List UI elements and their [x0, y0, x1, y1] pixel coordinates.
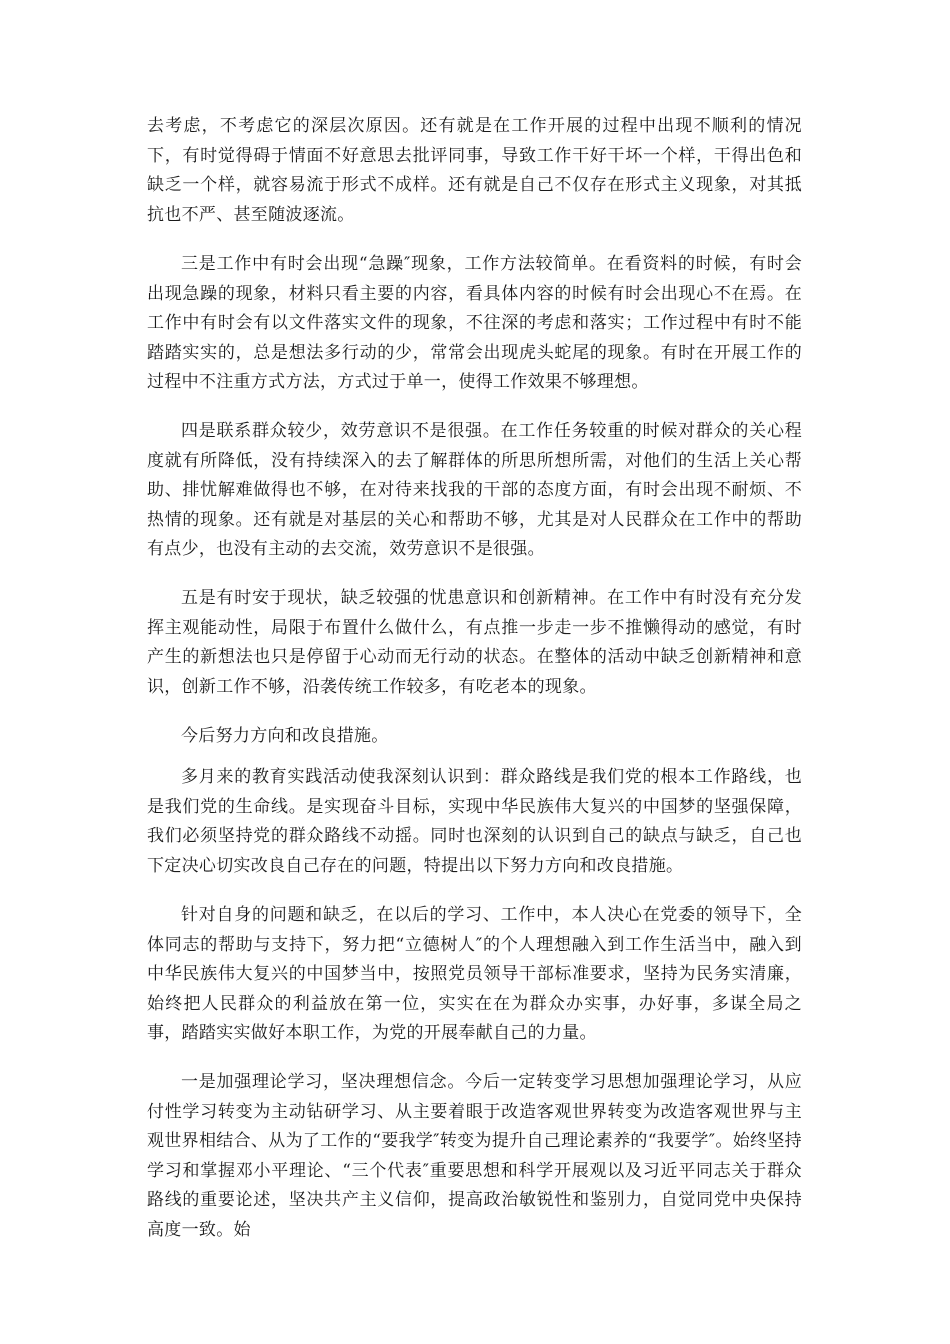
paragraph-continuation: 去考虑，不考虑它的深层次原因。还有就是在工作开展的过程中出现不顺利的情况下，有时觉得碍于情面不好意思去批评同事，导致工作干好干坏一个样，干得出色和缺乏一个样，就容易流于形式不成样。还有就是自己不仅存在形式主义现象，对其抵抗也不严、甚至随波逐流。: [147, 116, 802, 225]
section-heading: 今后努力方向和改良措施。: [181, 726, 389, 746]
paragraph-point-five: 五是有时安于现状，缺乏较强的忧患意识和创新精神。在工作中有时没有充分发挥主观能动性，局限于布置什么做什么，有点推一步走一步不推懒得动的感觉，有时产生的新想法也只是停留于心动而无行动的状态。在整体的活动中缺乏创新精神和意识，创新工作不够，沿袭传统工作较多，有吃老本的现象。: [147, 588, 802, 697]
paragraph-reflection: 多月来的教育实践活动使我深刻认识到：群众路线是我们党的根本工作路线，也是我们党的生命线。是实现奋斗目标，实现中华民族伟大复兴的中国梦的坚强保障，我们必须坚持党的群众路线不动摇。同时也深刻的认识到自己的缺点与缺乏，自己也下定决心切实改良自己存在的问题，特提出以下努力方向和改良措施。: [147, 767, 802, 876]
paragraph-point-four: 四是联系群众较少，效劳意识不是很强。在工作任务较重的时候对群众的关心程度就有所降低，没有持续深入的去了解群体的所思所想所需，对他们的生活上关心帮助、排忧解难做得也不够，在对待来找我的干部的态度方面，有时会出现不耐烦、不热情的现象。还有就是对基层的关心和帮助不够，尤其是对人民群众在工作中的帮助有点少，也没有主动的去交流，效劳意识不是很强。: [147, 421, 802, 559]
paragraph-point-one: 一是加强理论学习，坚决理想信念。今后一定转变学习思想加强理论学习，从应付性学习转变为主动钻研学习、从主要着眼于改造客观世界转变为改造客观世界与主观世界相结合、从为了工作的“要我学″转变为提升自己理论素养的“我要学″。始终坚持学习和掌握邓小平理论、“三个代表″重要思想和科学开展观以及习近平同志关于群众路线的重要论述，坚决共产主义信仰，提高政治敏锐性和鉴别力，自觉同党中央保持高度一致。始: [147, 1072, 802, 1240]
paragraph-commitment: 针对自身的问题和缺乏，在以后的学习、工作中，本人决心在党委的领导下，全体同志的帮助与支持下，努力把“立德树人″的个人理想融入到工作生活当中，融入到中华民族伟大复兴的中国梦当中，按照党员领导干部标准要求，坚持为民务实清廉，始终把人民群众的利益放在第一位，实实在在为群众办实事，办好事，多谋全局之事，踏踏实实做好本职工作，为党的开展奉献自己的力量。: [147, 905, 802, 1043]
paragraph-point-three: 三是工作中有时会出现“急躁″现象，工作方法较简单。在看资料的时候，有时会出现急躁的现象，材料只看主要的内容，看具体内容的时候有时会出现心不在焉。在工作中有时会有以文件落实文件的现象，不往深的考虑和落实；工作过程中有时不能踏踏实实的，总是想法多行动的少，常常会出现虎头蛇尾的现象。有时在开展工作的过程中不注重方式方法，方式过于单一，使得工作效果不够理想。: [147, 254, 802, 392]
